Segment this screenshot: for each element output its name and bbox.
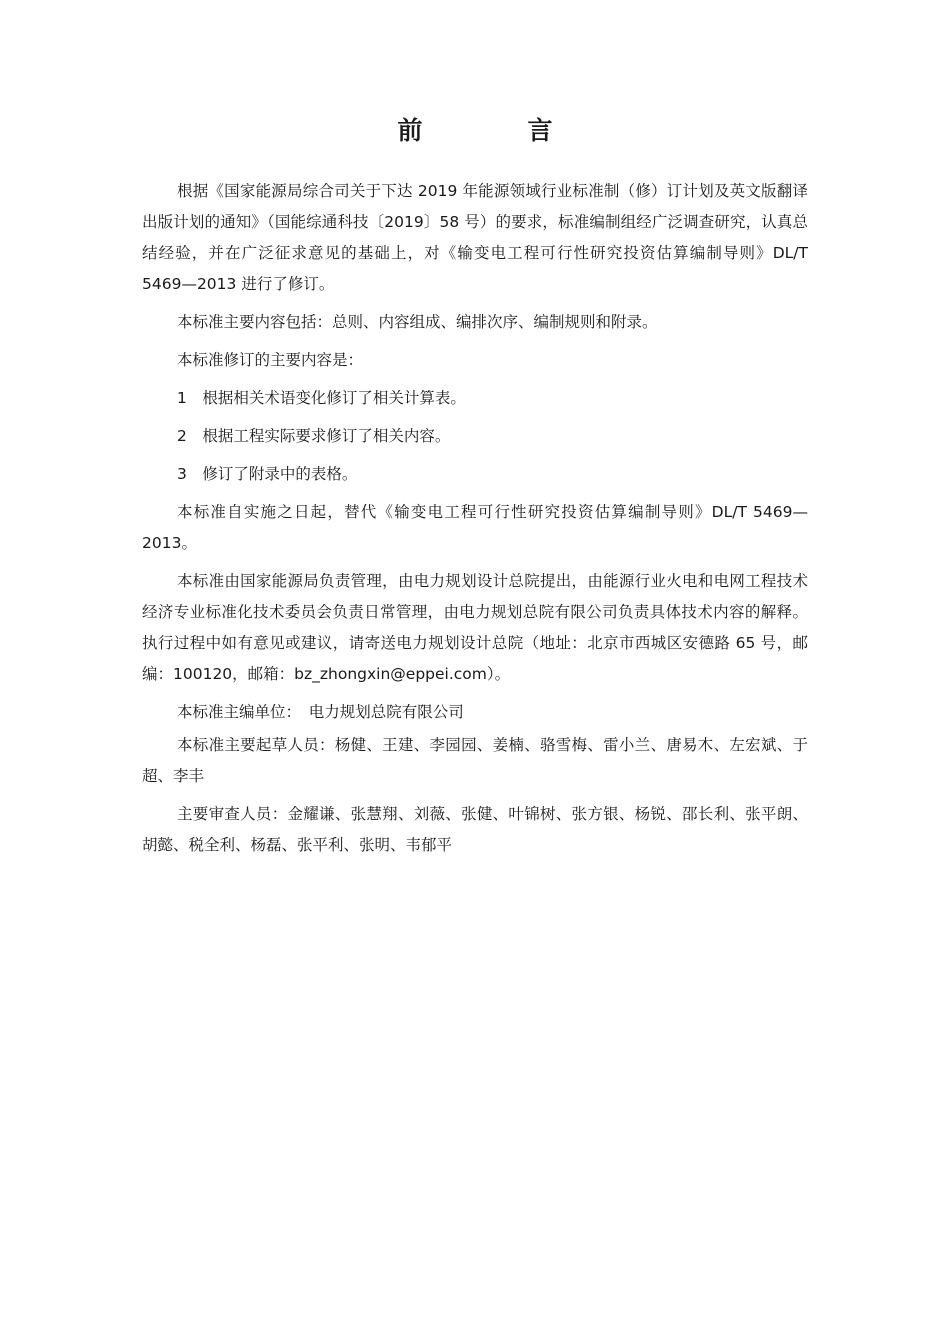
page-title: 前 言 — [397, 116, 593, 145]
revision-item-3: 3 修订了附录中的表格。 — [177, 465, 358, 483]
paragraph-reviewers: 主要审查人员：金耀谦、张慧翔、刘薇、张健、叶锦树、张方银、杨锐、邵长利、张平朗、胡懿、税全利、杨磊、张平利、张明、韦郁平 — [142, 805, 808, 854]
revision-item-2: 2 根据工程实际要求修订了相关内容。 — [177, 427, 451, 445]
revision-item-1: 1 根据相关术语变化修订了相关计算表。 — [177, 389, 466, 407]
paragraph-background: 根据《国家能源局综合司关于下达 2019 年能源领域行业标准制（修）订计划及英文版翻译出版计划的通知》（国能综通科技〔2019〕58 号）的要求，标准编制组经广泛调查研究，认真总结经验，并在广泛征求意见的基础上，对《输变电工程可行性研究投资估算编制导则》DL/T 5469—2013 进行了修订。 — [142, 182, 808, 293]
paragraph-main-content: 本标准主要内容包括：总则、内容组成、编排次序、编制规则和附录。 — [177, 313, 658, 331]
paragraph-chief-editor: 本标准主编单位： 电力规划总院有限公司 — [177, 703, 464, 721]
paragraph-drafters: 本标准主要起草人员：杨健、王建、李园园、姜楠、骆雪梅、雷小兰、唐易木、左宏斌、于超、李丰 — [142, 736, 808, 785]
paragraph-revision-intro: 本标准修订的主要内容是： — [177, 351, 364, 369]
document-body — [142, 176, 808, 868]
paragraph-replacement: 本标准自实施之日起，替代《输变电工程可行性研究投资估算编制导则》DL/T 5469—2013。 — [142, 503, 808, 552]
paragraph-management: 本标准由国家能源局负责管理，由电力规划设计总院提出，由能源行业火电和电网工程技术经济专业标准化技术委员会负责日常管理，由电力规划总院有限公司负责具体技术内容的解释。执行过程中如有意见或建议，请寄送电力规划设计总院（地址：北京市西城区安德路 65 号，邮编：100120，邮箱：bz_zhongxin@eppei.com）。 — [142, 572, 808, 683]
